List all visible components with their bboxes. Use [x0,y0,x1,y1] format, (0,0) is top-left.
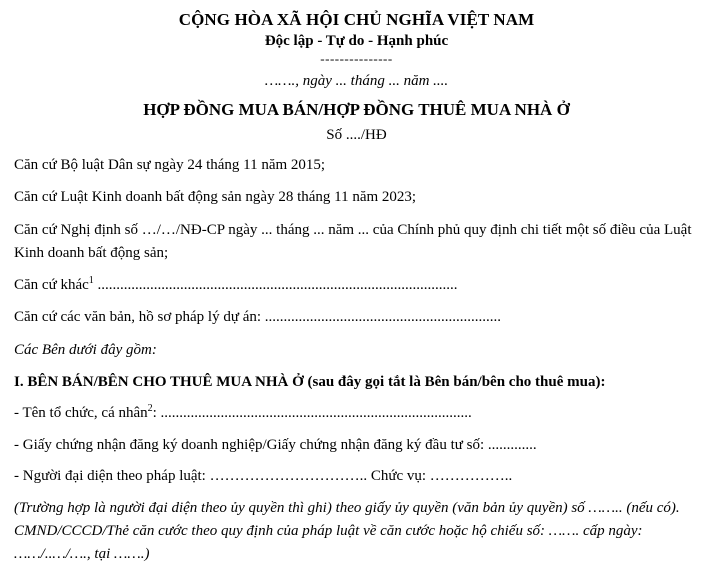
place-date-line: ……., ngày ... tháng ... năm .... [264,73,449,89]
parties-intro: Các Bên dưới đây gồm: [14,341,157,358]
national-motto: Độc lập - Tự do - Hạnh phúc [264,33,449,49]
authorization-note: (Trường hợp là người đại diện theo ủy quyền thì ghi) theo giấy ủy quyền (văn bản ủy quyền) số …….. (nếu có). CMND/CCCD/Thẻ căn cước theo quy định của pháp luật về căn cước hoặc hộ chiếu số: ……. cấp ngày: ……/..…/…., tại …….) [14,499,680,563]
basis-other-line [14,274,699,297]
document-title: HỢP ĐỒNG MUA BÁN/HỢP ĐỒNG THUÊ MUA NHÀ Ở [143,100,570,119]
party-name-label: - Tên tổ chức, cá nhân [14,405,148,422]
basis-other-footnote: 1 [88,275,94,286]
basis-line-1: Căn cứ Bộ luật Dân sự ngày 24 tháng 11 năm 2015; [14,157,326,173]
basis-other-label: Căn cứ khác [14,277,89,293]
national-title: CỘNG HÒA XÃ HỘI CHỦ NGHĨA VIỆT NAM [178,10,535,29]
basis-line-2: Căn cứ Luật Kinh doanh bất động sản ngày 28 tháng 11 năm 2023; [14,189,417,206]
section-i-heading: I. BÊN BÁN/BÊN CHO THUÊ MUA NHÀ Ở (sau đây gọi tắt là Bên bán/bên cho thuê mua): [14,373,606,390]
party-representative-line: - Người đại diện theo pháp luật: ………………………….. Chức vụ: …………….. [14,468,513,485]
party-name-footnote: 2 [147,403,153,415]
basis-documents-line [14,306,699,329]
basis-documents-label: Căn cứ các văn bản, hồ sơ pháp lý dự án: [14,309,262,326]
basis-line-3: Căn cứ Nghị định số …/…/NĐ-CP ngày ... tháng ... năm ... của Chính phủ quy định chi tiết một số điều của Luật Kinh doanh bất động sản; [14,221,692,261]
document-number: Số ..../HĐ [326,127,387,143]
header-separator: --------------- [320,51,393,66]
basis-documents-dots: ............................................................... [261,309,502,326]
party-registration-line: - Giấy chứng nhận đăng ký doanh nghiệp/Giấy chứng nhận đăng ký đầu tư số: ............. [14,436,537,453]
basis-other-dots: ................................................................................................ [93,277,458,293]
party-name-dots: : ................................................................................... [152,405,472,422]
party-name-line [14,402,699,425]
